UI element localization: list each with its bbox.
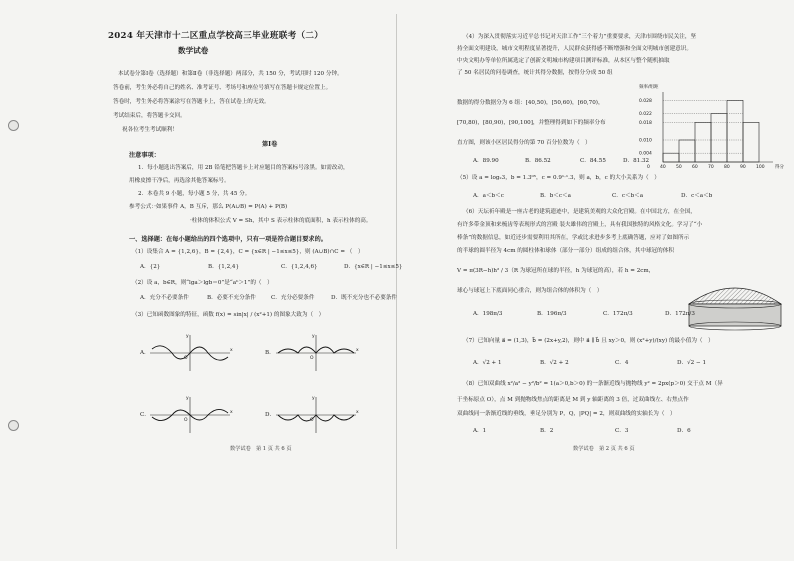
q1-option-d: D．{x∈R | −1≤x≤5} xyxy=(344,264,403,270)
q4-option-d: D．81.32 xyxy=(623,158,650,164)
notes-line: 用橡皮擦干净后，再选涂其他答案标号。 xyxy=(129,178,230,184)
q6-line: 有许多带金顶和来梳齿等表现形式的宫殿 装夫雄伟的宫殿上，具有我国独特的风格文化。学习了“小 xyxy=(457,222,703,228)
volume-heading: 第Ⅰ卷 xyxy=(262,141,278,148)
q6-option-a: A．198π/3 xyxy=(473,311,503,317)
histogram-x-tick: 80 xyxy=(724,165,730,170)
q8-option-c: C．3 xyxy=(615,428,629,434)
q7-option-c: C．4 xyxy=(615,360,629,366)
q6-line: （6）天坛祈年殿是一座古老的建筑遗迹中，是建筑美观的大众化宫殿。在中国北方，在全国， xyxy=(463,209,696,215)
histogram-bar xyxy=(727,100,743,162)
histogram-x-tick: 70 xyxy=(708,165,714,170)
q1-option-b: B．{1,2,4} xyxy=(208,264,240,270)
q5-option-d: D．c＜a＜b xyxy=(681,193,713,199)
q8-line: 于坐标原点 O），点 M 到抛物线焦点的距离是 M 到 y 轴距离的 3 倍，过双曲线左、右焦点作 xyxy=(457,397,689,403)
q2-option-a: A．充分不必要条件 xyxy=(140,295,189,301)
notes-heading: 注意事项： xyxy=(129,152,160,159)
q7-option-d: D．√2 − 1 xyxy=(677,360,707,366)
histogram-y-tick: 0.022 xyxy=(639,112,652,118)
exam-subtitle: 数学试卷 xyxy=(178,46,209,55)
q8-option-b: B．2 xyxy=(540,428,554,434)
histogram-x-tick: 100 xyxy=(756,165,765,170)
question-3-stem: （3）已知函数图象的特征，函数 f(x) = sin|x| / (x²+1) 的图象大致为（ ） xyxy=(132,312,325,318)
q5-option-a: A．a＜b＜c xyxy=(473,193,504,199)
q4-line: 直方图，则该小区居民得分的第 70 百分位数为（ ） xyxy=(457,140,591,146)
q3-option-d: D． xyxy=(265,412,276,418)
histogram-origin-label: 0 xyxy=(647,165,650,170)
q6-option-c: C．172π/3 xyxy=(603,311,633,317)
q5-option-c: C．c＜b＜a xyxy=(612,193,644,199)
histogram-bar xyxy=(695,122,711,162)
exam-title: 2024 年天津市十二区重点学校高三毕业班联考（二） xyxy=(108,31,324,41)
q8-option-d: D．6 xyxy=(677,428,691,434)
q4-line: [70,80)，[80,90)，[90,100]，并整理得到如下的频率分布 xyxy=(457,120,606,126)
graph-x-label: x xyxy=(356,410,359,415)
q3-option-a: A． xyxy=(140,350,150,356)
section-heading: 一、选择题：在每小题给出的四个选项中，只有一项是符合题目要求的。 xyxy=(129,236,327,243)
graph-x-label: x xyxy=(230,410,233,415)
q6-line: 球心与球冠上下底面同心重合，则为组合体的体积为（ ） xyxy=(457,288,603,294)
q2-option-d: D．既不充分也不必要条件 xyxy=(331,295,398,301)
notes-line: 参考公式：·如果事件 A，B 互斥，那么 P(A∪B) = P(A) + P(B) xyxy=(129,204,288,210)
question-1-stem: （1）设集合 A = {1,2,6}，B = {2,4}，C = {x∈R | −1≤x≤5}，则 (A∪B)∩C = （ ） xyxy=(132,249,364,255)
dome-cylinder-figure xyxy=(685,282,785,330)
q6-line: V = π(3R−h)h² / 3（R 为球冠所在球的半径，h 为球冠的高），若 h = 2cm， xyxy=(457,268,655,274)
histogram-y-tick: 0.028 xyxy=(639,98,652,104)
q4-line: 数据的得分数据分为 6 组：[40,50)，[50,60)，[60,70)， xyxy=(457,100,604,106)
q3-option-b: B． xyxy=(265,350,275,356)
q2-option-c: C．充分必要条件 xyxy=(271,295,315,301)
histogram-bar xyxy=(663,153,679,162)
q1-option-a: A．{2} xyxy=(140,264,161,270)
q7-option-b: B．√2 + 2 xyxy=(540,360,569,366)
q8-option-a: A．1 xyxy=(473,428,487,434)
q3-graph-b xyxy=(276,333,359,373)
histogram-bar xyxy=(679,140,695,162)
notes-line: 1．每小题选出答案后，用 2B 铅笔把答题卡上对应题目的答案标号涂黑。如需改动， xyxy=(138,165,349,171)
graph-origin-label: O xyxy=(310,418,314,423)
intro-line: 祝各位考生考试顺利！ xyxy=(122,127,178,133)
q3-option-c: C． xyxy=(140,412,150,418)
graph-origin-label: O xyxy=(184,418,188,423)
histogram-x-tick: 50 xyxy=(676,165,682,170)
histogram-y-tick: 0.018 xyxy=(639,120,652,126)
question-2-stem: （2）设 a，b∈R，则“lga＞lgb＝0”是“aᵇ＞1”的（ ） xyxy=(132,280,273,286)
intro-line: 考试结束后，将答题卡交回。 xyxy=(113,113,186,119)
question-5-stem: （5）设 a = log₂3，b = 1.3⁰⁵，c = 0.9¹·¹.3，则 a，b，c 的大小关系为（ ） xyxy=(457,175,660,181)
q4-line: 中央文明办等单位所属选定了创新文明城市构建项目测评标准，从本区与整个随机抽取 xyxy=(457,58,670,64)
frequency-histogram xyxy=(639,85,789,180)
notes-line: ·柱体的体积公式 V = Sh，其中 S 表示柱体的底面积，h 表示柱体的高。 xyxy=(190,218,372,224)
q6-line: 的半球的圆半径为 4cm 的圆柱体和球体（部分一部分）组成的组合体，其中球冠的体积 xyxy=(457,248,674,254)
q6-line: 棒条”的数据信息，如近还步需要利用其所在，学或比求进步多考上底确答题，应对了如图所示 xyxy=(457,235,690,241)
histogram-x-label: 得分 xyxy=(775,165,784,170)
q6-option-d: D．172π/3 xyxy=(665,311,695,317)
histogram-x-tick: 40 xyxy=(660,165,666,170)
right-page-footer: 数学试卷 第 2 页 共 6 页 xyxy=(573,446,635,452)
intro-line: 本试卷分第Ⅰ卷（选择题）和第Ⅱ卷（非选择题）两部分，共 150 分，考试用时 120 分钟。 xyxy=(118,71,343,77)
q8-line: （8）已知双曲线 x²/a² − y²/b² = 1(a＞0,b＞0) 的一条渐近线与抛物线 y² = 2px(p＞0) 交于点 M（异 xyxy=(463,381,723,387)
q5-option-b: B．b＜c＜a xyxy=(540,193,571,199)
q8-line: 双曲线同一条渐近线的垂线，垂足分别为 P，Q，|PQ| = 2，则双曲线的实轴长为（ ） xyxy=(457,411,676,417)
graph-y-label: y xyxy=(312,396,315,401)
q6-option-b: B．196π/3 xyxy=(537,311,567,317)
graph-origin-label: O xyxy=(310,356,314,361)
question-7-stem: （7）已知向量 a⃗ = (1,3)，b⃗ = (2x+y,2)，则中 a⃗ ∥ b⃗ 且 xy＞0，则 (x²+y)/(xy) 的最小值为（ ） xyxy=(463,338,714,344)
q7-option-a: A．√2 + 1 xyxy=(473,360,502,366)
graph-origin-label: O xyxy=(184,356,188,361)
histogram-y-label: 频率/组距 xyxy=(639,85,659,90)
q4-option-a: A．89.90 xyxy=(473,158,499,164)
q1-option-c: C．{1,2,4,6} xyxy=(281,264,318,270)
notes-line: 2．本卷共 9 小题，每小题 5 分，共 45 分。 xyxy=(138,191,251,197)
histogram-y-tick: 0.010 xyxy=(639,138,652,144)
q4-line: 持全面文明建设，城市文明程度显著提升，人民群众获得感不断增强和全面文明城市创建意识。 xyxy=(457,46,692,52)
graph-y-label: y xyxy=(186,334,189,339)
q3-graph-c xyxy=(150,395,233,435)
histogram-bar xyxy=(743,122,759,162)
histogram-y-tick: 0.004 xyxy=(639,151,652,157)
histogram-bar xyxy=(711,114,727,162)
q3-graph-d xyxy=(276,395,359,435)
right-page xyxy=(397,0,794,561)
q3-graph-a xyxy=(150,333,233,373)
histogram-x-tick: 60 xyxy=(692,165,698,170)
graph-y-label: y xyxy=(186,396,189,401)
histogram-x-tick: 90 xyxy=(740,165,746,170)
q4-option-c: C．84.55 xyxy=(580,158,606,164)
graph-y-label: y xyxy=(312,334,315,339)
graph-x-label: x xyxy=(230,348,233,353)
intro-line: 答卷时，考生务必将答案涂写在答题卡上，答在试卷上的无效。 xyxy=(113,99,270,105)
intro-line: 答卷前，考生务必将自己的姓名、准考证号、考场号和座位号填写在答题卡规定位置上。 xyxy=(113,85,332,91)
q4-line: （4）为深入贯彻落实习近平总书记对天津工作“三个着力”重要要求，天津市围绕市民关注，坚 xyxy=(463,34,697,40)
q4-line: 了 50 名居民的问卷调查，统计其得分数据，按得分分成 50 组 xyxy=(457,70,613,76)
q4-option-b: B．86.52 xyxy=(525,158,551,164)
q2-option-b: B．必要不充分条件 xyxy=(207,295,256,301)
graph-x-label: x xyxy=(356,348,359,353)
left-page-footer: 数学试卷 第 1 页 共 6 页 xyxy=(230,446,292,452)
